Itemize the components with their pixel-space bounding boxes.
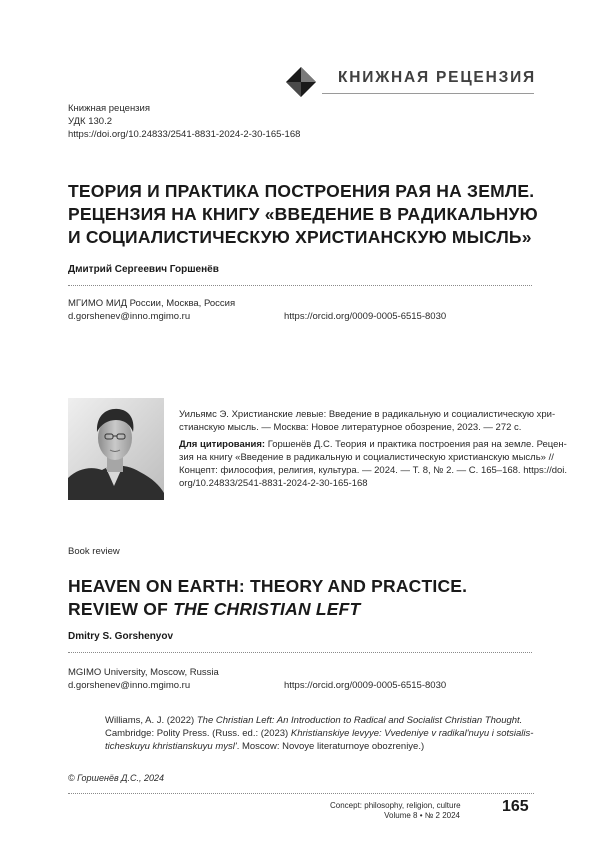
- divider: [68, 285, 532, 286]
- journal-info: [330, 801, 460, 821]
- citation-ru: [179, 438, 568, 490]
- citation-line: зия на книгу «Введение в радикальную и социалистическую христианскую мысль» //: [179, 452, 554, 463]
- book-ref-line: Уильямс Э. Христианские левые: Введение в радикальную и социалистическую хри-: [179, 409, 556, 420]
- title-ru-line: РЕЦЕНЗИЯ НА КНИГУ «ВВЕДЕНИЕ В РАДИКАЛЬНУЮ: [68, 204, 538, 224]
- book-reference-en: [105, 714, 535, 753]
- article-type-en: Book review: [68, 546, 120, 557]
- title-ru-line: ТЕОРИЯ И ПРАКТИКА ПОСТРОЕНИЯ РАЯ НА ЗЕМЛЕ.: [68, 181, 535, 201]
- title-ru-line: И СОЦИАЛИСТИЧЕСКУЮ ХРИСТИАНСКУЮ МЫСЛЬ»: [68, 227, 532, 247]
- author-en: Dmitry S. Gorshenyov: [68, 631, 174, 642]
- email-ru[interactable]: d.gorshenev@inno.mgimo.ru: [68, 311, 191, 322]
- orcid-en[interactable]: https://orcid.org/0009-0005-6515-8030: [284, 680, 447, 691]
- header-rule: [322, 93, 534, 94]
- article-type: Книжная рецензия: [68, 103, 150, 114]
- doi-link[interactable]: https://doi.org/10.24833/2541-8831-2024-2-30-165-168: [68, 129, 301, 140]
- section-title: КНИЖНАЯ РЕЦЕНЗИЯ: [338, 69, 536, 86]
- diamond-icon: [285, 66, 317, 98]
- title-en: [68, 575, 538, 621]
- citation-line: org/10.24833/2541-8831-2024-2-30-165-168: [179, 478, 368, 489]
- title-en-line: REVIEW OF: [68, 599, 174, 619]
- book-reference-ru: [179, 408, 556, 434]
- citation-line: Горшенёв Д.С. Теория и практика построения рая на земле. Рецен-: [265, 439, 567, 450]
- ref-en-text: Williams, A. J. (2022): [105, 715, 197, 726]
- ref-en-italic: The Christian Left: An Introduction to Radical and Socialist Christian Thought.: [196, 715, 523, 726]
- ref-en-text: Cambridge: Polity Press. (Russ. ed.: (2023): [105, 728, 291, 739]
- orcid-ru[interactable]: https://orcid.org/0009-0005-6515-8030: [284, 311, 447, 322]
- journal-name: Concept: philosophy, religion, culture: [330, 801, 461, 810]
- ref-en-italic: ticheskuyu khristianskuyu mysl': [105, 741, 237, 752]
- author-ru: Дмитрий Сергеевич Горшенёв: [68, 264, 219, 275]
- citation-line: Концепт: философия, религия, культура. — 2024. — Т. 8, № 2. — С. 165–168. https://doi.: [179, 465, 568, 476]
- ref-en-text: . Moscow: Novoye literaturnoye obozreniye.): [236, 741, 425, 752]
- journal-volume: Volume 8 • № 2 2024: [384, 811, 460, 820]
- title-en-italic: THE CHRISTIAN LEFT: [173, 599, 361, 619]
- divider: [68, 652, 532, 653]
- affiliation-ru: МГИМО МИД России, Москва, Россия: [68, 298, 236, 309]
- footer-rule: [68, 793, 534, 794]
- copyright: © Горшенёв Д.С., 2024: [68, 773, 165, 783]
- title-ru: [68, 180, 538, 249]
- page-number: 165: [502, 798, 529, 815]
- email-en[interactable]: d.gorshenev@inno.mgimo.ru: [68, 680, 191, 691]
- udk: УДК 130.2: [68, 116, 112, 127]
- ref-en-italic: Khristianskiye levyye: Vvedeniye v radikal'nuyu i sotsialis-: [290, 728, 534, 739]
- book-ref-line: стианскую мысль. — Москва: Новое литературное обозрение, 2023. — 272 с.: [179, 422, 522, 433]
- citation-label: Для цитирования:: [179, 439, 266, 450]
- author-photo: [68, 398, 164, 500]
- affiliation-en: MGIMO University, Moscow, Russia: [68, 667, 219, 678]
- title-en-line: HEAVEN ON EARTH: THEORY AND PRACTICE.: [68, 576, 468, 596]
